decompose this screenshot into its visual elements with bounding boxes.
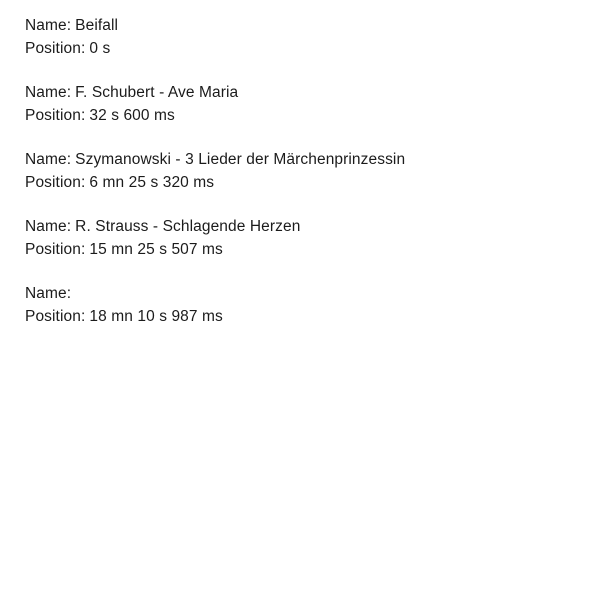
chapter-name-line	[25, 81, 580, 104]
chapter-position-line	[25, 171, 580, 194]
position-label: Position:	[25, 174, 86, 191]
chapter-name-value: Beifall	[75, 17, 119, 34]
chapter-name-line	[25, 282, 580, 305]
chapter-position-value: 15 mn 25 s 507 ms	[89, 241, 223, 258]
name-label: Name:	[25, 17, 72, 34]
chapter-position-line	[25, 238, 580, 261]
position-label: Position:	[25, 241, 86, 258]
chapter-name-line	[25, 215, 580, 238]
chapter-entry	[25, 148, 580, 194]
chapter-position-value: 6 mn 25 s 320 ms	[89, 174, 215, 191]
position-label: Position:	[25, 107, 86, 124]
name-label: Name:	[25, 218, 72, 235]
chapter-position-line	[25, 37, 580, 60]
chapter-name-value: F. Schubert - Ave Maria	[75, 84, 239, 101]
chapter-name-line	[25, 148, 580, 171]
name-label: Name:	[25, 151, 72, 168]
position-label: Position:	[25, 308, 86, 325]
chapter-entry	[25, 81, 580, 127]
chapter-entry	[25, 215, 580, 261]
chapter-name-value: Szymanowski - 3 Lieder der Märchenprinzessin	[75, 151, 406, 168]
chapter-position-value: 0 s	[89, 40, 111, 57]
chapter-entry	[25, 282, 580, 328]
position-label: Position:	[25, 40, 86, 57]
name-label: Name:	[25, 285, 72, 302]
chapter-position-value: 32 s 600 ms	[89, 107, 175, 124]
chapter-name-line	[25, 14, 580, 37]
chapter-name-value: R. Strauss - Schlagende Herzen	[75, 218, 301, 235]
name-label: Name:	[25, 84, 72, 101]
chapter-position-line	[25, 104, 580, 127]
chapter-entry	[25, 14, 580, 60]
chapter-position-value: 18 mn 10 s 987 ms	[89, 308, 223, 325]
chapter-position-line	[25, 305, 580, 328]
